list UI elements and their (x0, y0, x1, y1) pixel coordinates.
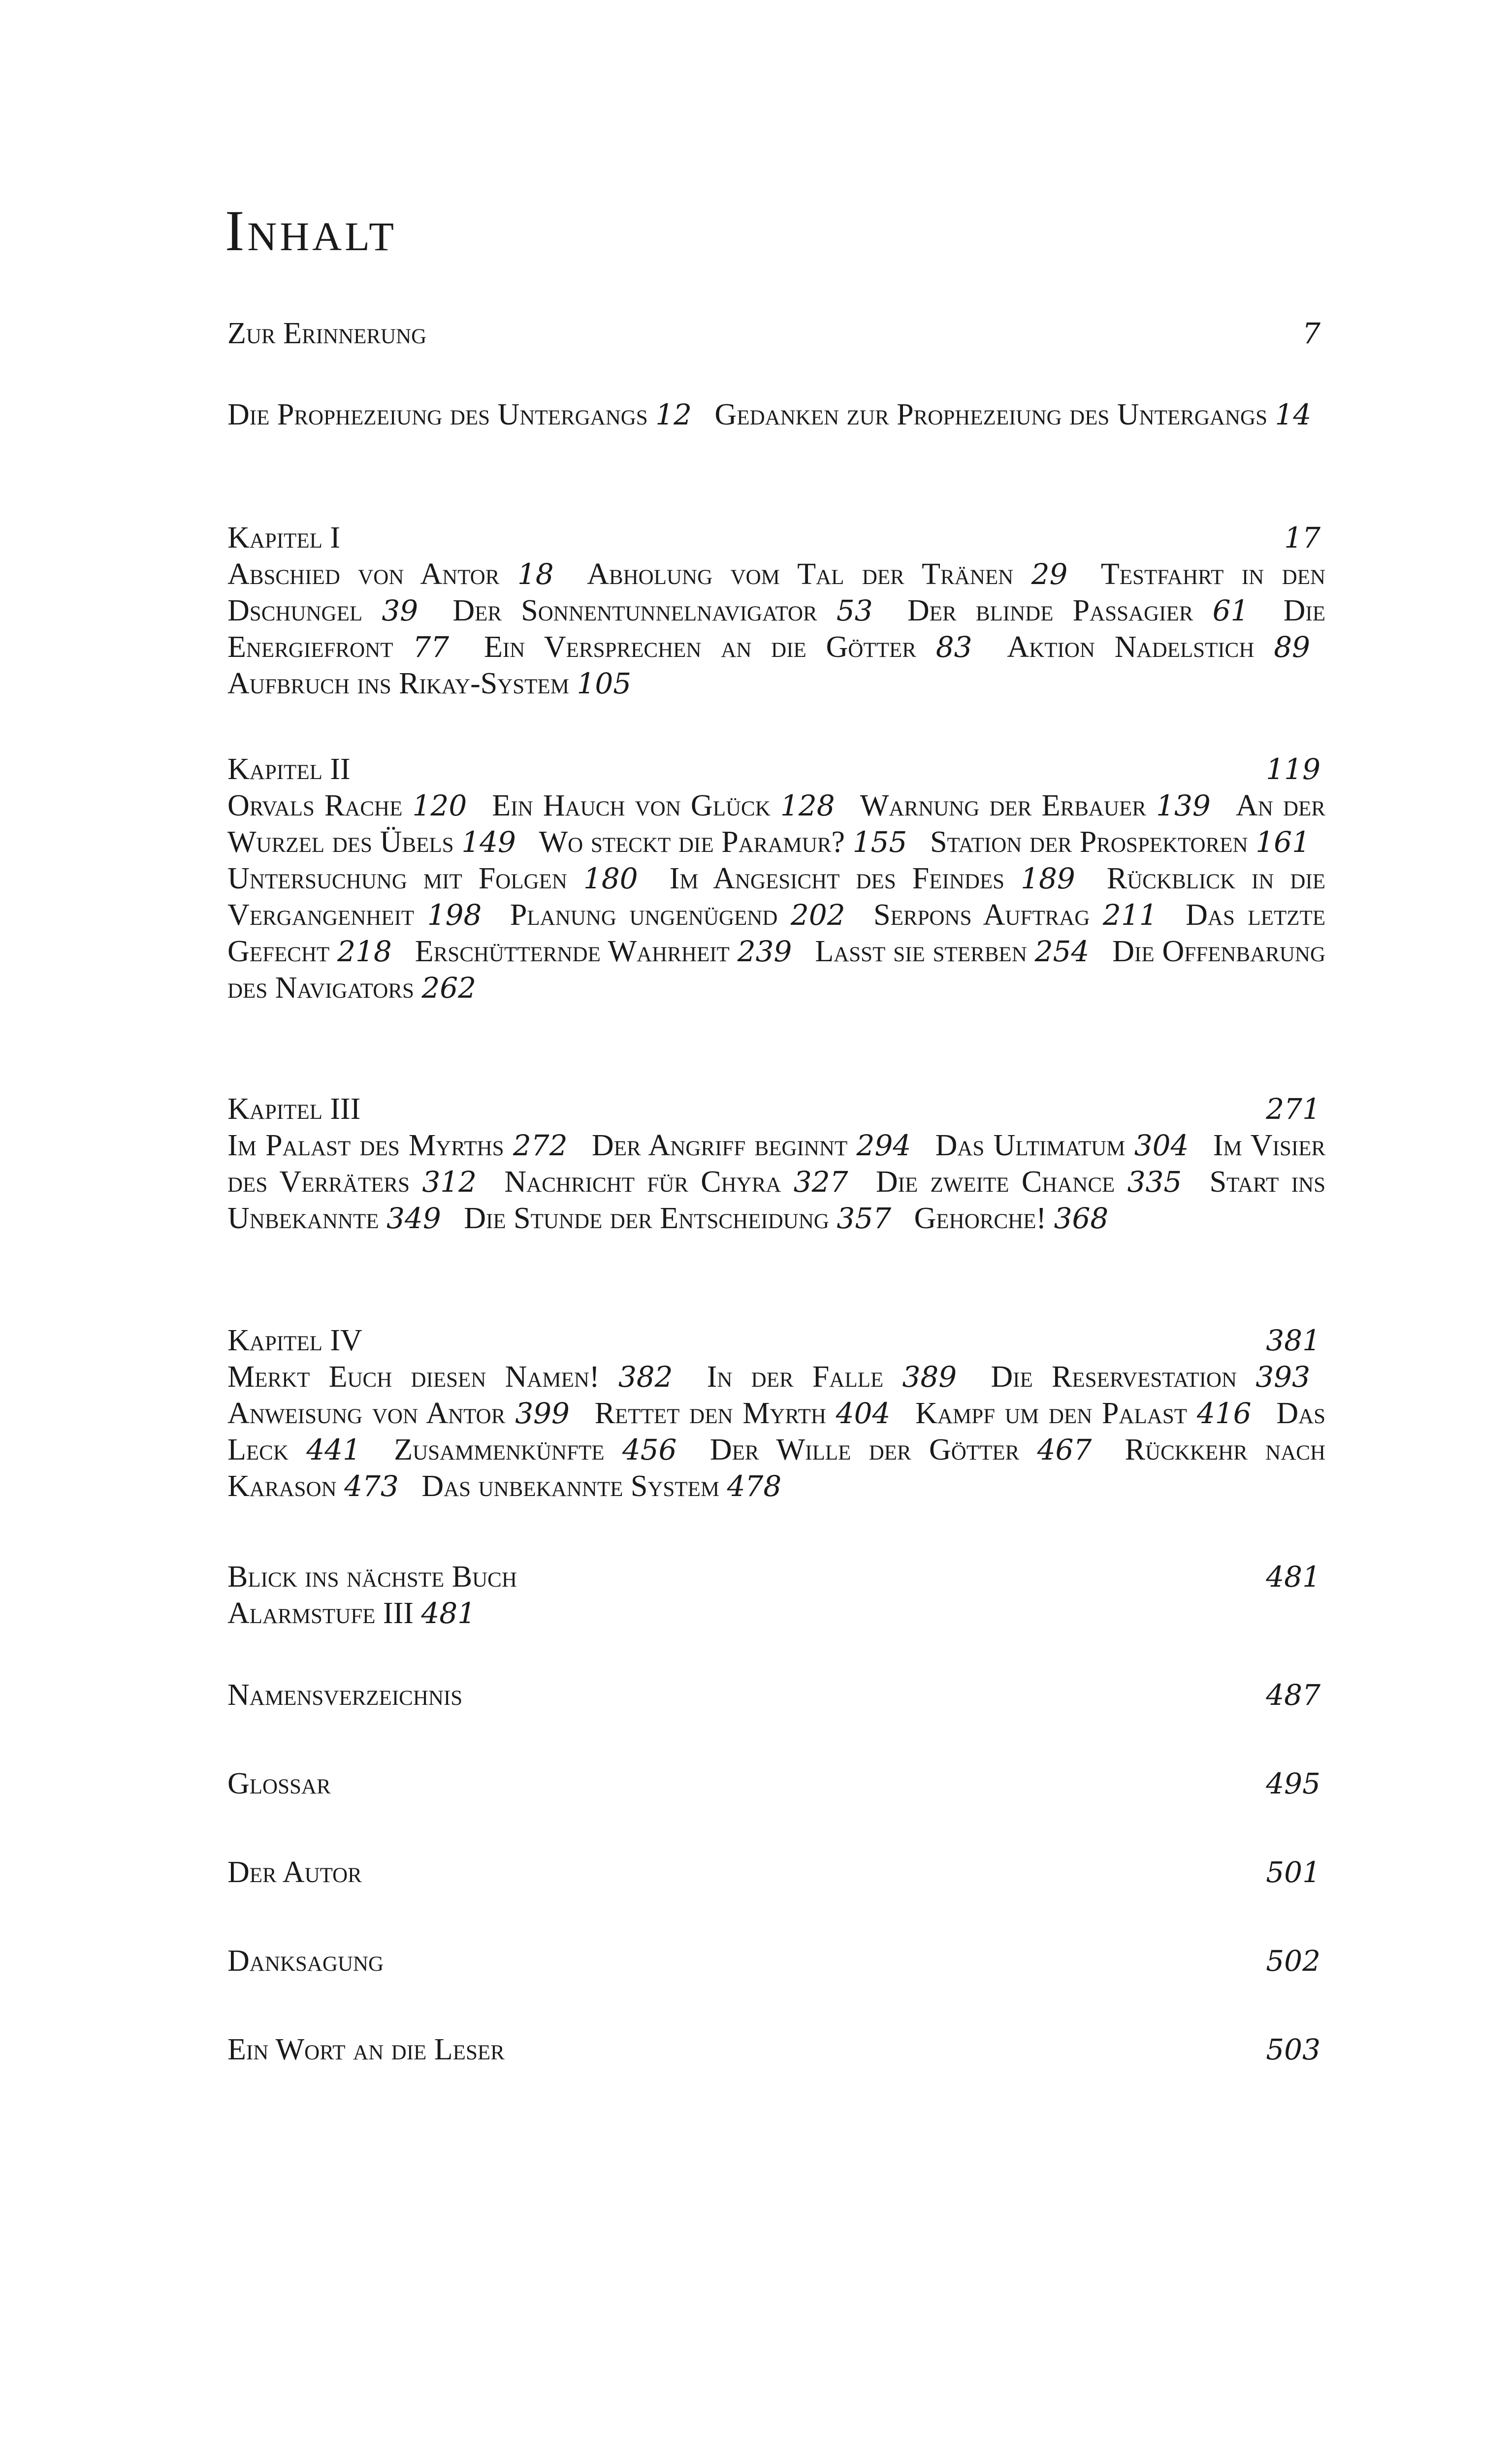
entry-label: Zur Erinnerung (227, 317, 427, 350)
entry-label: Der Autor (227, 1856, 362, 1889)
entry-page: 7 (1302, 317, 1320, 350)
section-page: 467 (1037, 1433, 1092, 1466)
entry-page: 481 (1266, 1560, 1320, 1594)
section-page: 239 (737, 935, 792, 968)
section-title: Serpons Auftrag (873, 898, 1090, 932)
section-title: Das Ultimatum (935, 1129, 1126, 1162)
section-title: Gedanken zur Prophezeiung des Untergangs (714, 398, 1267, 431)
section-title: Zusammenkünfte (394, 1433, 605, 1466)
section-page: 441 (306, 1433, 361, 1466)
blick-sections (227, 1595, 1325, 1631)
chapter-page: 119 (1266, 752, 1320, 786)
section-title: Das Leck (227, 1397, 1326, 1466)
section-title: Planung ungenügend (510, 898, 778, 932)
section-page: 349 (386, 1202, 441, 1235)
section-title: Rückkehr nach Karason (227, 1433, 1326, 1503)
section-page: 18 (517, 557, 554, 591)
section-page: 29 (1031, 557, 1068, 591)
section-title: Erschütternde Wahrheit (415, 935, 730, 968)
section-title: Aktion Nadelstich (1007, 630, 1255, 664)
section-title: Lasst sie sterben (815, 935, 1027, 968)
section-page: 478 (727, 1469, 782, 1503)
chapter-label: Kapitel III (227, 1092, 361, 1126)
section-page: 89 (1274, 630, 1311, 664)
section-page: 149 (461, 825, 516, 859)
chapter-4-sections (227, 1359, 1325, 1504)
section-title: Rückblick in die Vergangenheit (227, 862, 1326, 932)
section-title: Station der Prospektoren (930, 825, 1248, 859)
section-title: Orvals Rache (227, 789, 403, 822)
toc-zur-erinnerung (227, 315, 1325, 352)
section-page: 189 (1021, 862, 1075, 895)
section-title: Im Angesicht des Feindes (669, 862, 1005, 895)
entry-page: 502 (1266, 1944, 1320, 1978)
section-title: Die Offenbarung des Navigators (227, 935, 1326, 1005)
section-page: 53 (836, 594, 873, 627)
section-title: Ein Versprechen an die Götter (483, 630, 916, 664)
section-title: An der Wurzel des Übels (227, 789, 1325, 859)
section-page: 368 (1054, 1202, 1109, 1235)
section-page: 12 (655, 398, 692, 431)
chapter-label: Kapitel II (227, 752, 351, 786)
section-page: 39 (382, 594, 418, 627)
page-title: Inhalt (225, 198, 397, 263)
chapter-3-sections (227, 1127, 1325, 1237)
section-title: Der Sonnentunnelnavigator (452, 594, 817, 627)
section-title: Im Palast des Myrths (227, 1129, 504, 1162)
toc-chapter-4 (227, 1322, 1325, 1504)
section-page: 481 (421, 1596, 476, 1630)
section-page: 77 (413, 630, 450, 664)
section-page: 139 (1156, 789, 1211, 822)
section-page: 211 (1102, 898, 1158, 932)
toc-glossar (227, 1765, 1325, 1802)
chapter-page: 381 (1266, 1324, 1320, 1357)
chapter-2-sections (227, 787, 1325, 1006)
section-page: 61 (1212, 594, 1249, 627)
section-title: Die Prophezeiung des Untergangs (227, 398, 648, 431)
section-page: 14 (1275, 398, 1312, 431)
section-title: Gehorche! (914, 1202, 1047, 1235)
section-page: 128 (780, 789, 835, 822)
entry-label: Ein Wort an die Leser (227, 2033, 505, 2066)
section-page: 456 (622, 1433, 677, 1466)
section-page: 393 (1255, 1360, 1310, 1394)
section-page: 357 (836, 1202, 892, 1235)
entry-label: Blick ins nächste Buch (227, 1560, 517, 1594)
section-title: Kampf um den Palast (915, 1397, 1188, 1430)
section-page: 83 (935, 630, 972, 664)
entry-label: Glossar (227, 1767, 331, 1800)
section-page: 389 (902, 1360, 957, 1394)
section-page: 254 (1034, 935, 1090, 968)
section-title: Alarmstufe III (227, 1596, 414, 1630)
section-page: 404 (836, 1397, 891, 1430)
section-title: Das unbekannte System (421, 1469, 720, 1503)
section-page: 335 (1127, 1165, 1182, 1199)
toc-der-autor (227, 1854, 1325, 1890)
entry-label: Namensverzeichnis (227, 1678, 463, 1712)
section-page: 272 (513, 1129, 568, 1162)
entry-page: 501 (1266, 1856, 1320, 1889)
section-title: Untersuchung mit Folgen (227, 862, 567, 895)
section-page: 304 (1134, 1129, 1189, 1162)
section-title: Nachricht für Chyra (504, 1165, 781, 1199)
section-title: Abschied von Antor (227, 557, 500, 591)
entry-page: 503 (1266, 2033, 1320, 2066)
chapter-label: Kapitel IV (227, 1324, 362, 1357)
toc-chapter-1 (227, 520, 1325, 702)
section-page: 327 (793, 1165, 848, 1199)
section-page: 262 (421, 971, 477, 1005)
section-page: 473 (344, 1469, 399, 1503)
toc-prophecy (227, 396, 1325, 433)
entry-label: Danksagung (227, 1944, 384, 1978)
section-title: Abholung vom Tal der Tränen (587, 557, 1014, 591)
chapter-label: Kapitel I (227, 521, 341, 554)
section-title: Die zweite Chance (875, 1165, 1115, 1199)
section-title: Wo steckt die Paramur? (539, 825, 845, 859)
section-page: 202 (790, 898, 845, 932)
section-title: Warnung der Erbauer (860, 789, 1146, 822)
entry-page: 495 (1266, 1767, 1320, 1800)
section-page: 416 (1196, 1397, 1252, 1430)
section-title: Die Reservestation (991, 1360, 1237, 1394)
section-title: In der Falle (707, 1360, 884, 1394)
section-page: 120 (412, 789, 467, 822)
section-title: Anweisung von Antor (227, 1397, 506, 1430)
toc-wort-an-leser (227, 2031, 1325, 2068)
section-title: Die Stunde der Entscheidung (464, 1202, 829, 1235)
section-title: Aufbruch ins Rikay-System (227, 667, 569, 700)
toc-chapter-2 (227, 751, 1325, 1006)
section-page: 382 (618, 1360, 673, 1394)
section-title: Start ins Unbekannte (227, 1165, 1326, 1235)
section-title: Ein Hauch von Glück (492, 789, 771, 822)
section-title: Testfahrt in den Dschungel (227, 557, 1326, 627)
chapter-1-sections (227, 556, 1325, 702)
section-page: 312 (422, 1165, 477, 1199)
section-page: 294 (856, 1129, 911, 1162)
section-page: 180 (583, 862, 638, 895)
section-title: Rettet den Myrth (594, 1397, 826, 1430)
section-page: 161 (1255, 825, 1310, 859)
section-page: 198 (427, 898, 482, 932)
section-title: Merkt Euch diesen Namen! (227, 1360, 600, 1394)
section-title: Der blinde Passagier (907, 594, 1193, 627)
entry-page: 487 (1266, 1678, 1320, 1712)
section-page: 399 (515, 1397, 570, 1430)
section-title: Der Wille der Götter (709, 1433, 1020, 1466)
chapter-page: 17 (1284, 521, 1320, 554)
toc-blick (227, 1559, 1325, 1631)
toc-chapter-3 (227, 1091, 1325, 1237)
section-page: 218 (337, 935, 392, 968)
section-title: Die Energiefront (227, 594, 1325, 664)
section-page: 155 (852, 825, 907, 859)
toc-namensverzeichnis (227, 1677, 1325, 1713)
section-page: 105 (577, 667, 632, 700)
section-title: Im Visier des Verräters (227, 1129, 1326, 1199)
chapter-page: 271 (1266, 1092, 1320, 1126)
toc-danksagung (227, 1943, 1325, 1979)
section-title: Der Angriff beginnt (591, 1129, 848, 1162)
section-title: Das letzte Gefecht (227, 898, 1326, 968)
